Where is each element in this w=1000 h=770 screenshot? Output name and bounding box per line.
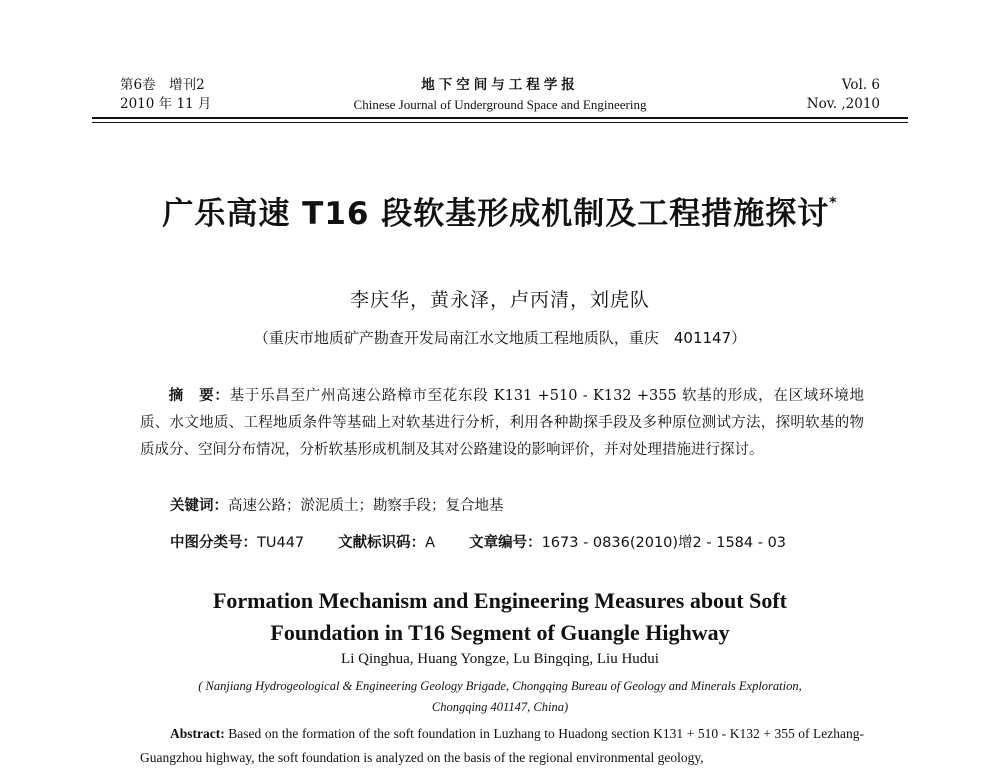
affiliation-en xyxy=(120,676,880,718)
abstract-en xyxy=(140,722,864,770)
title-footnote-mark: * xyxy=(829,194,838,211)
abstract-cn-label: 摘 要： xyxy=(168,388,230,404)
journal-name-en: Chinese Journal of Underground Space and Engineering xyxy=(353,97,647,112)
article-id-value: 1673 - 0836(2010)增2 - 1584 - 03 xyxy=(541,535,787,551)
abstract-en-text: Based on the formation of the soft foundation in Luzhang to Huadong section K131 + 510 - K132 + 355 of Lezhang-Guangzhou highway, the soft foundation is analyzed on the basis of the regional environmental geology, xyxy=(140,726,865,765)
paper-title-en xyxy=(0,585,1000,649)
abstract-cn-text: 基于乐昌至广州高速公路樟市至花东段 K131 +510 - K132 +355 软基的形成，在区域环境地质、水文地质、工程地质条件等基础上对软基进行分析，利用各种勘探手段及多种原位测试方法，探明软基的物质成分、空间分布情况，分析软基形成机制及其对公路建设的影响评价，并对处理措施进行探讨。 xyxy=(140,388,864,458)
classification-row xyxy=(170,531,786,552)
authors-en: Li Qinghua, Huang Yongze, Lu Bingqing, Liu Hudui xyxy=(341,651,659,667)
volume-issue: 第6卷 增刊2 xyxy=(120,77,205,93)
affiliation-en-line1: ( Nanjiang Hydrogeological & Engineering Geology Brigade, Chongqing Bureau of Geology and Minerals Exploration, xyxy=(198,679,802,693)
keywords-cn-text: 高速公路；淤泥质土；勘察手段；复合地基 xyxy=(228,498,504,514)
paper-title-en-line1: Formation Mechanism and Engineering Measures about Soft xyxy=(212,588,788,613)
abstract-en-label: Abstract: xyxy=(170,726,225,741)
article-id-label: 文章编号： xyxy=(469,535,542,551)
keywords-cn-label: 关键词： xyxy=(170,498,228,514)
publication-date-en: Nov. ,2010 xyxy=(806,96,880,112)
header-rule-thick xyxy=(92,117,908,119)
affiliation-en-line2: Chongqing 401147, China) xyxy=(431,700,569,714)
clc-value: TU447 xyxy=(257,535,305,551)
paper-title-cn-text: 广乐高速 T16 段软基形成机制及工程措施探讨 xyxy=(162,196,830,232)
paper-title-en-line2: Foundation in T16 Segment of Guangle Highway xyxy=(270,620,730,645)
doc-code-label: 文献标识码： xyxy=(338,535,426,551)
header-rule-thin xyxy=(92,122,908,123)
journal-name-cn: 地下空间与工程学报 xyxy=(421,77,579,93)
keywords-cn xyxy=(170,494,504,515)
publication-date-cn: 2010 年 11 月 xyxy=(120,96,212,112)
doc-code-value: A xyxy=(425,535,436,551)
abstract-cn xyxy=(140,383,864,464)
running-header-right xyxy=(807,76,880,114)
volume-en: Vol. 6 xyxy=(841,77,880,93)
paper-title-cn xyxy=(0,188,1000,233)
clc-label: 中图分类号： xyxy=(170,535,257,551)
affiliation-cn: （重庆市地质矿产勘查开发局南江水文地质工程地质队，重庆 401147） xyxy=(253,329,747,347)
authors-cn: 李庆华，黄永泽，卢丙清，刘虎队 xyxy=(349,289,650,311)
